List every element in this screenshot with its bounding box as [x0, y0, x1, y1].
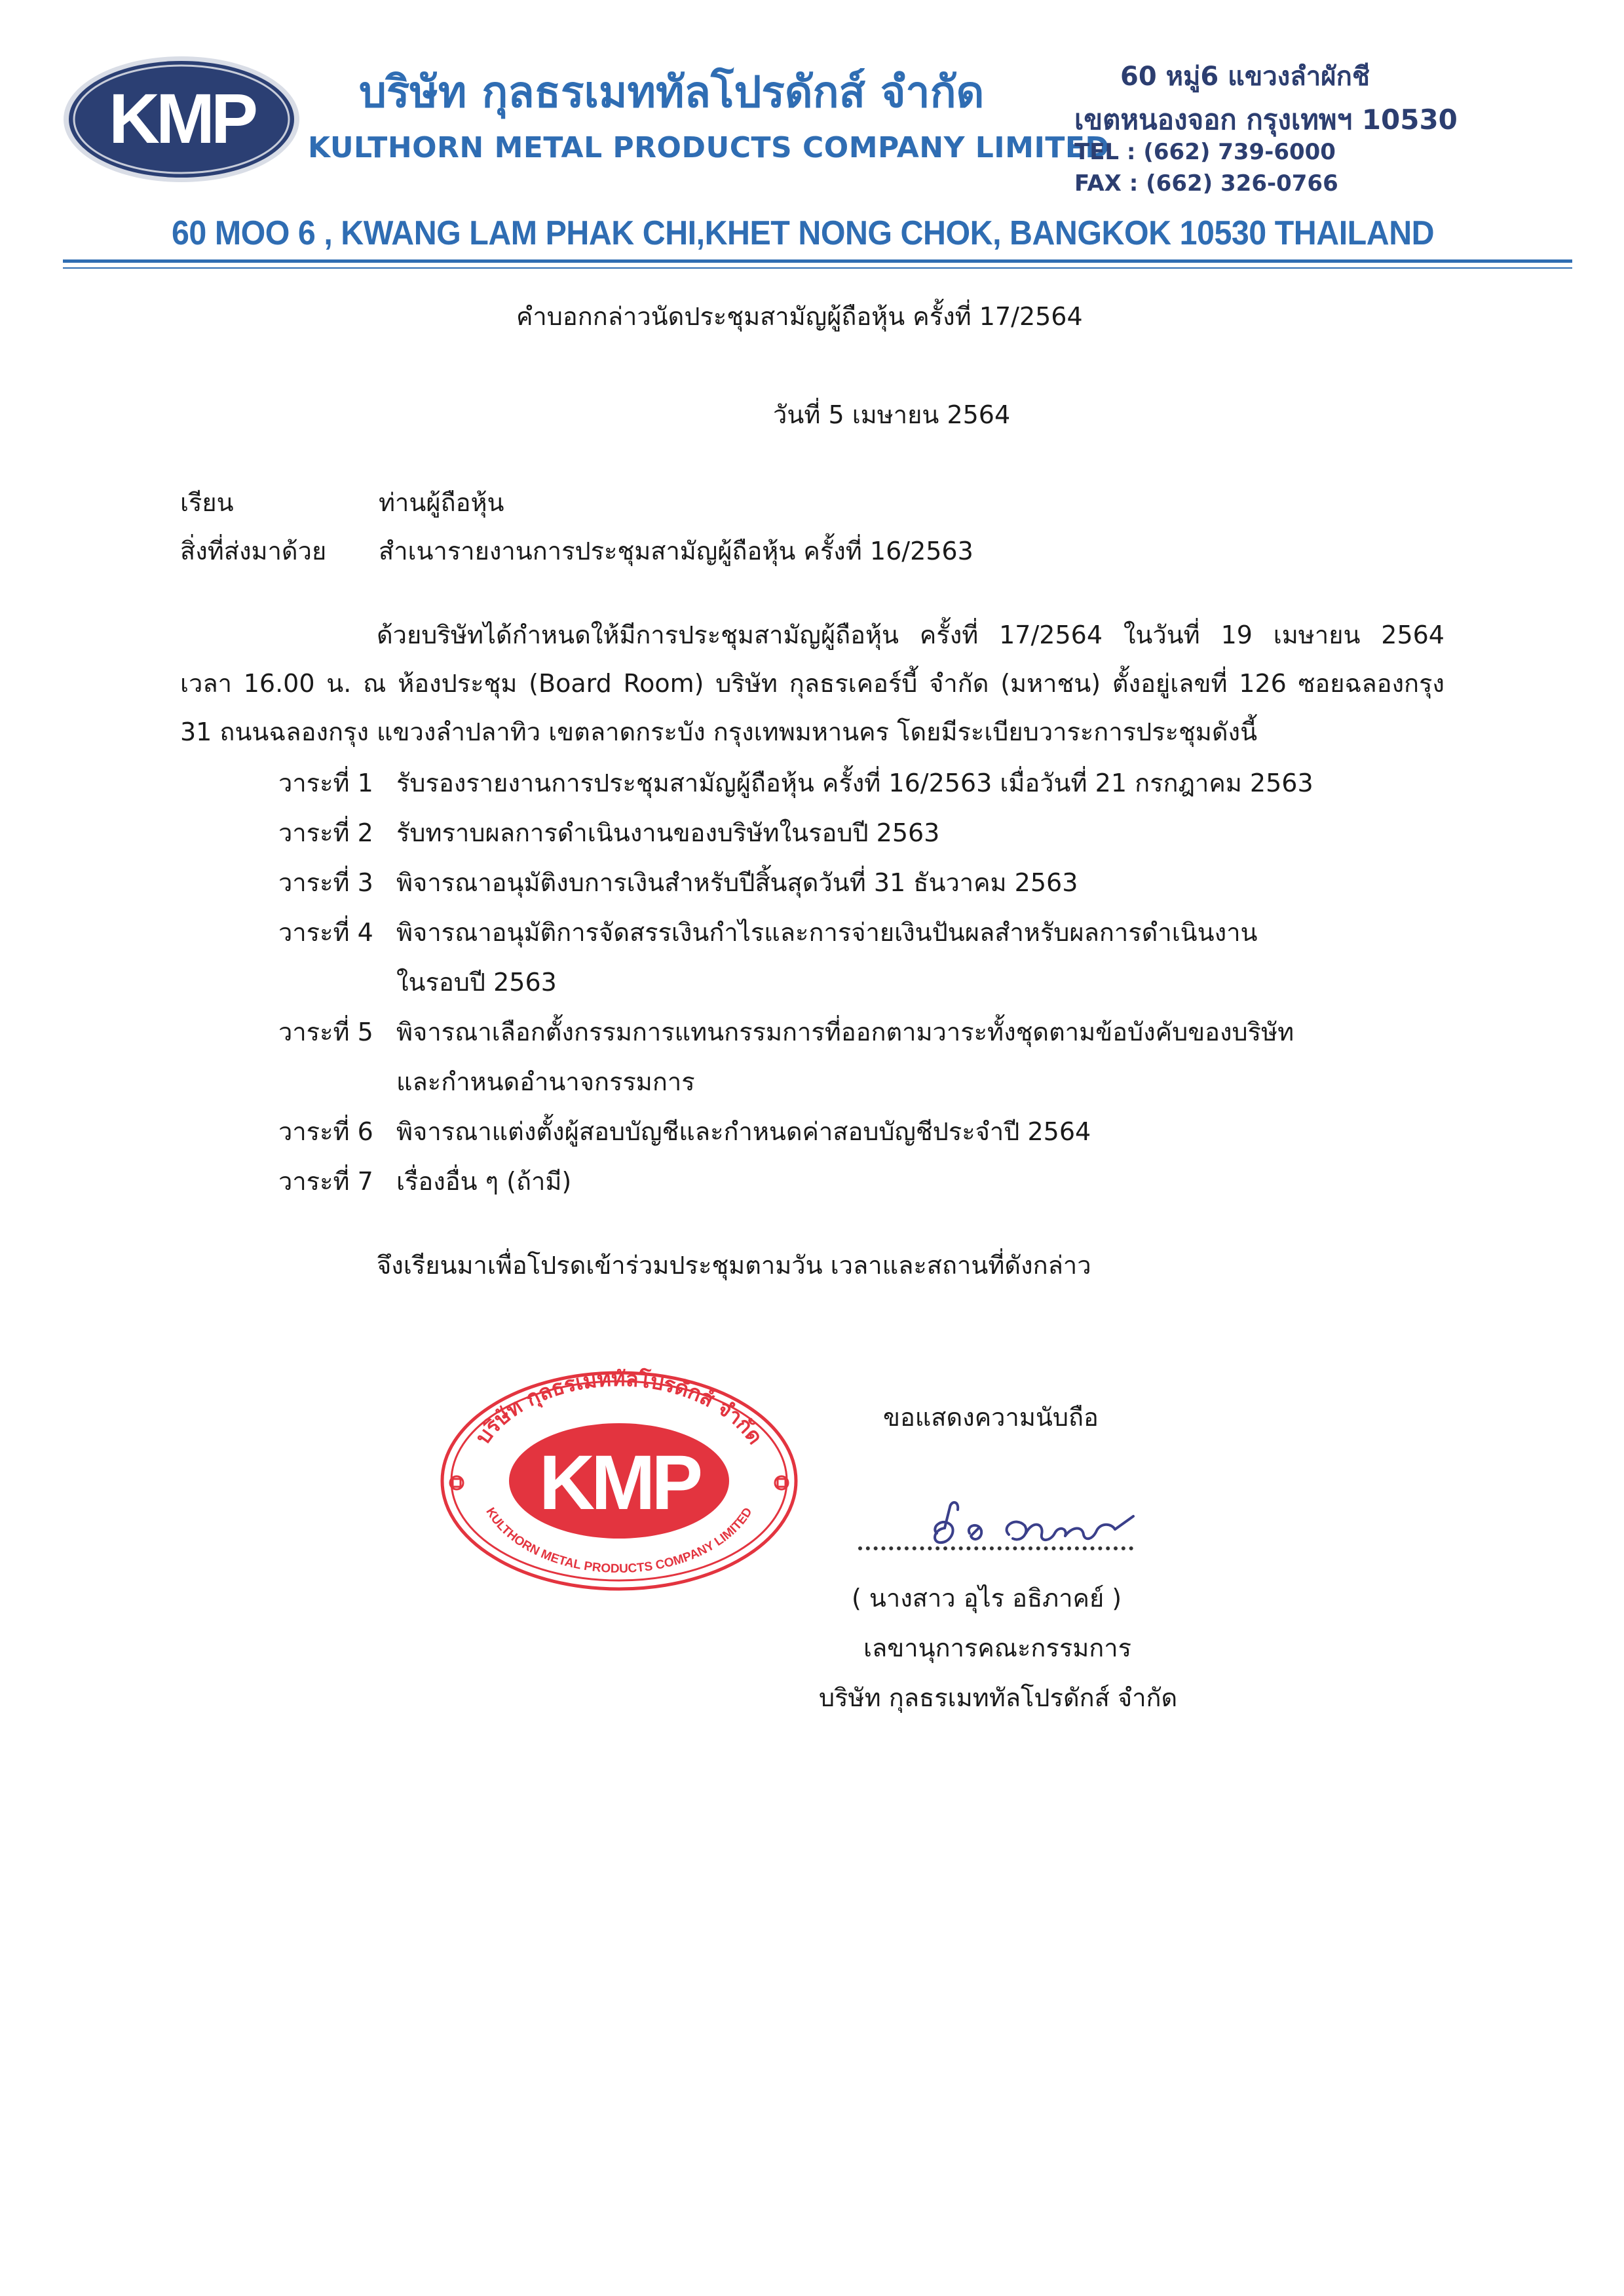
- signer-name: ( นางสาว อุไร อธิภาคย์ ): [852, 1584, 1122, 1613]
- agenda-text: พิจารณาอนุมัติการจัดสรรเงินกำไรและการจ่ายเงินปันผลสำหรับผลการดำเนินงาน: [396, 918, 1258, 947]
- agenda-label: วาระที่ 5: [278, 1018, 373, 1046]
- agenda-text: พิจารณาเลือกตั้งกรรมการแทนกรรมการที่ออกตามวาระทั้งชุดตามข้อบังคับของบริษัท: [396, 1018, 1294, 1046]
- paragraph-line-3: 31 ถนนฉลองกรุง แขวงลำปลาทิว เขตลาดกระบัง กรุงเทพมหานคร โดยมีระเบียบวาระการประชุมดังนี้: [180, 718, 1258, 746]
- logo-text: KMP: [109, 79, 254, 158]
- letter-date: วันที่ 5 เมษายน 2564: [773, 400, 1011, 429]
- agenda-text: รับรองรายงานการประชุมสามัญผู้ถือหุ้น ครั้งที่ 16/2563 เมื่อวันที่ 21 กรกฎาคม 2563: [396, 769, 1313, 797]
- letter-title: คำบอกกล่าวนัดประชุมสามัญผู้ถือหุ้น ครั้งที่ 17/2564: [516, 302, 1083, 331]
- agenda-text: เรื่องอื่น ๆ (ถ้ามี): [396, 1167, 572, 1196]
- header-divider: [63, 259, 1572, 263]
- to-label: เรียน: [180, 488, 234, 517]
- signer-company: บริษัท กุลธรเมททัลโปรดักส์ จำกัด: [819, 1683, 1178, 1712]
- enclosure-label: สิ่งที่ส่งมาด้วย: [180, 537, 327, 565]
- address-line-1: 60 หมู่6 แขวงลำผักชี: [1120, 62, 1370, 92]
- fax: FAX : (662) 326-0766: [1074, 170, 1338, 197]
- agenda-label: วาระที่ 2: [278, 818, 373, 847]
- company-seal: [429, 1360, 809, 1596]
- handwritten-signature: [911, 1487, 1146, 1566]
- agenda-text: พิจารณาแต่งตั้งผู้สอบบัญชีและกำหนดค่าสอบบัญชีประจำปี 2564: [396, 1117, 1091, 1146]
- seal-arc-top: บริษัท กุลธรเมททัลโปรดักส์ จำกัด: [470, 1366, 768, 1449]
- company-name-english: KULTHORN METAL PRODUCTS COMPANY LIMITED: [308, 131, 1110, 164]
- to-value: ท่านผู้ถือหุ้น: [379, 488, 504, 517]
- agenda-label: วาระที่ 1: [278, 769, 373, 797]
- agenda-label: วาระที่ 3: [278, 868, 373, 897]
- agenda-label: วาระที่ 4: [278, 918, 373, 947]
- paragraph-line-1: ด้วยบริษัทได้กำหนดให้มีการประชุมสามัญผู้ถือหุ้น ครั้งที่ 17/2564 ในวันที่ 19 เมษายน 2564: [377, 621, 1445, 649]
- agenda-text-continued: ในรอบปี 2563: [396, 968, 557, 997]
- telephone: TEL : (662) 739-6000: [1074, 139, 1336, 165]
- header-divider-thin: [63, 267, 1572, 269]
- regards: ขอแสดงความนับถือ: [883, 1403, 1099, 1432]
- agenda-label: วาระที่ 7: [278, 1167, 373, 1196]
- agenda-label: วาระที่ 6: [278, 1117, 373, 1146]
- company-name-thai: บริษัท กุลธรเมททัลโปรดักส์ จำกัด: [359, 67, 985, 117]
- agenda-text: พิจารณาอนุมัติงบการเงินสำหรับปีสิ้นสุดวันที่ 31 ธันวาคม 2563: [396, 868, 1078, 897]
- signature-line: [858, 1546, 1133, 1550]
- seal-arc-bottom: KULTHORN METAL PRODUCTS COMPANY LIMITED: [483, 1505, 755, 1577]
- agenda-text-continued: และกำหนดอำนาจกรรมการ: [396, 1067, 695, 1096]
- address-line-2: เขตหนองจอก กรุงเทพฯ 10530: [1074, 104, 1458, 136]
- signer-title: เลขานุการคณะกรรมการ: [863, 1634, 1132, 1662]
- paragraph-line-2: เวลา 16.00 น. ณ ห้องประชุม (Board Room) บริษัท กุลธรเคอร์บี้ จำกัด (มหาชน) ตั้งอยู่เลขที่ 126 ซอยฉลองกรุง: [180, 669, 1445, 698]
- seal-center-text: KMP: [538, 1440, 700, 1526]
- english-address: 60 MOO 6 , KWANG LAM PHAK CHI,KHET NONG CHOK, BANGKOK 10530 THAILAND: [172, 214, 1435, 252]
- agenda-text: รับทราบผลการดำเนินงานของบริษัทในรอบปี 2563: [396, 818, 940, 847]
- enclosure-value: สำเนารายงานการประชุมสามัญผู้ถือหุ้น ครั้งที่ 16/2563: [379, 537, 973, 565]
- kmp-logo: [60, 54, 303, 185]
- closing-line: จึงเรียนมาเพื่อโปรดเข้าร่วมประชุมตามวัน เวลาและสถานที่ดังกล่าว: [377, 1251, 1091, 1280]
